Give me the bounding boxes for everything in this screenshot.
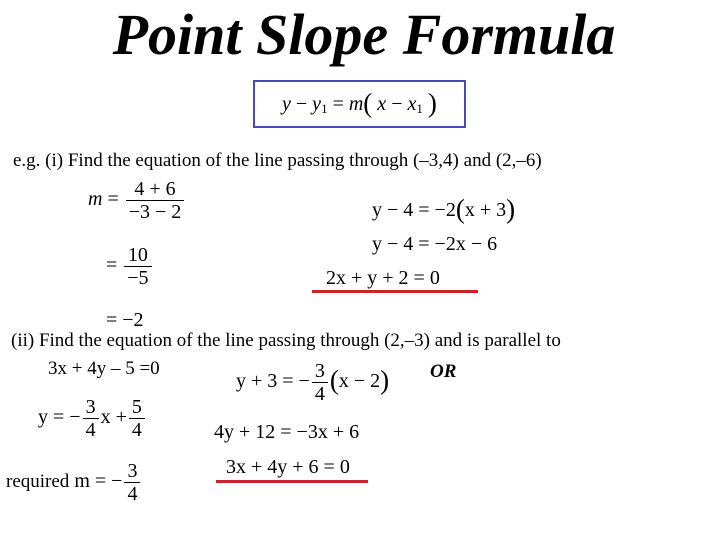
example2-rearranged-frac1 [83, 396, 99, 441]
example2-rearranged-den1: 4 [83, 418, 99, 441]
example2-alt-frac [312, 360, 328, 405]
formula-y: y [282, 93, 291, 115]
example2-alt-step2: 4y + 12 = −3x + 6 [214, 421, 360, 443]
example2-alt-rp: ) [380, 365, 390, 396]
example1-answer-underline [312, 290, 478, 293]
formula-y1: y [312, 93, 322, 115]
example1-slope-step2 [106, 244, 154, 289]
example1-fraction-1 [126, 178, 185, 223]
point-slope-formula [282, 88, 437, 121]
example2-rearranged [38, 396, 147, 441]
example1-frac2-numerator: 10 [127, 244, 148, 266]
example1-answer: 2x + y + 2 = 0 [326, 267, 440, 289]
example1-eq-sign-2: = [106, 254, 118, 277]
example1-slope-m: m [88, 188, 103, 211]
example2-alt-num: 3 [314, 360, 325, 382]
example1-frac1-numerator: 4 + 6 [134, 178, 176, 200]
formula-right-paren: ) [427, 88, 437, 118]
example1-step1-inner: x + 3 [464, 199, 507, 221]
example1-step2: y − 4 = −2x − 6 [372, 233, 498, 255]
example2-line: 3x + 4y – 5 =0 [48, 358, 160, 379]
or-label: OR [430, 361, 457, 382]
example1-step1-lp: ( [455, 194, 465, 224]
formula-x: x [377, 93, 387, 115]
example1-step1-rp: ) [506, 194, 516, 224]
example2-answer-underline [216, 480, 368, 483]
example2-rearranged-num2: 5 [131, 396, 142, 418]
example2-alt-lhs: y + 3 = − [236, 370, 310, 393]
example2-rearranged-frac2 [129, 396, 145, 441]
example2-rearranged-den2: 4 [129, 418, 145, 441]
formula-equals: = [332, 93, 344, 115]
example2-alt-inner: x − 2 [338, 370, 381, 393]
example1-slope-result: = −2 [106, 309, 144, 331]
example1-slope-calc [88, 178, 186, 223]
example2-alt-step1 [236, 360, 389, 405]
example1-frac2-denominator: −5 [124, 266, 151, 289]
formula-m: m [348, 93, 364, 115]
example1-fraction-2 [124, 244, 151, 289]
example1-eq-sign: = [107, 188, 119, 211]
formula-left-paren: ( [363, 88, 373, 118]
formula-minus-2: − [391, 93, 403, 115]
example1-frac1-denominator: −3 − 2 [126, 200, 185, 223]
example2-rearranged-num1: 3 [85, 396, 96, 418]
example2-required-num: 3 [127, 460, 138, 482]
example2-required-den: 4 [124, 482, 140, 505]
example2-prompt: (ii) Find the equation of the line passing through (2,–3) and is parallel to [11, 330, 561, 351]
page-title: Point Slope Formula [112, 2, 616, 67]
formula-x1: x [407, 93, 417, 115]
example2-rearranged-mid: x + [100, 406, 127, 429]
example2-answer: 3x + 4y + 6 = 0 [226, 456, 350, 478]
example1-step1 [372, 194, 516, 224]
formula-y1-subscript: 1 [321, 101, 328, 116]
example2-required-frac [124, 460, 140, 505]
formula-x1-subscript: 1 [416, 101, 423, 116]
example2-required-slope [6, 460, 142, 505]
example1-step1-lhs: y − 4 = −2 [372, 199, 456, 221]
example2-alt-lp: ( [329, 365, 339, 396]
formula-minus: − [295, 93, 308, 115]
example2-required-m: m = − [74, 470, 123, 493]
example2-alt-den: 4 [312, 382, 328, 405]
example2-rearranged-lhs: y = − [38, 406, 81, 429]
example1-prompt: e.g. (i) Find the equation of the line passing through (–3,4) and (2,–6) [13, 150, 542, 171]
example2-required-label: required [6, 471, 70, 493]
